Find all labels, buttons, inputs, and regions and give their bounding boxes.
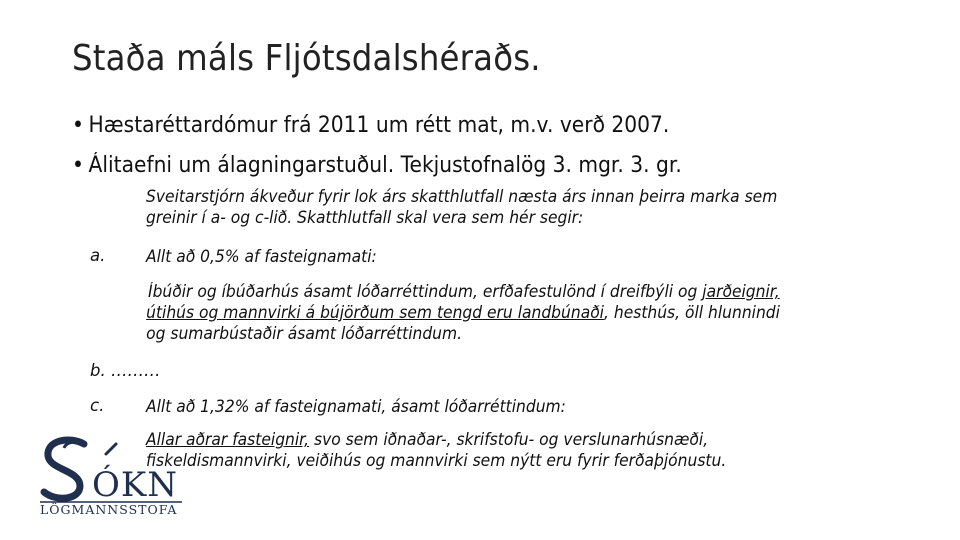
item-a-text-line — [146, 302, 780, 323]
quote-intro-line: Sveitarstjórn ákveður fyrir lok árs skatthlutfall næsta árs innan þeirra marka sem — [146, 187, 778, 206]
item-c-text-underlined: Allar aðrar fasteignir, — [146, 430, 310, 449]
slide-title: Staða máls Fljótsdalshéraðs. — [72, 38, 541, 79]
sokn-logo — [36, 430, 186, 525]
item-c-heading: Allt að 1,32% af fasteignamati, ásamt lóðarréttindum: — [146, 397, 566, 416]
logo-subtitle: LÖGMANNSSTOFA — [40, 502, 178, 517]
quote-intro-line: greinir í a- og c-lið. Skatthlutfall skal vera sem hér segir: — [146, 208, 584, 227]
bullet-item — [72, 146, 682, 186]
quote-intro — [146, 186, 777, 228]
item-c-text — [146, 429, 726, 471]
item-a-text — [148, 281, 780, 344]
item-a-text-underlined: útihús og mannvirki á bújörðum sem tengd eru landbúnaði — [146, 303, 605, 322]
item-a-text-plain: Íbúðir og íbúðarhús ásamt lóðarréttindum, erfðafestulönd í dreifbýli og — [148, 282, 703, 301]
bullet-text: Hæstaréttardómur frá 2011 um rétt mat, m.v. verð 2007. — [88, 113, 670, 138]
item-a-text-line — [148, 281, 780, 302]
bullet-text: Álitaefni um álagningarstuðul. Tekjustofnalög 3. mgr. 3. gr. — [88, 153, 682, 178]
bullet-glyph: • — [72, 113, 84, 138]
item-a-text-underlined: jarðeignir, — [702, 282, 780, 301]
item-a-marker: a. — [90, 246, 106, 265]
item-b-line: b. ……… — [90, 361, 161, 380]
bullet-item — [72, 106, 682, 146]
item-c-text-plain: svo sem iðnaðar-, skrifstofu- og verslunarhúsnæði, — [309, 430, 709, 449]
item-a-heading: Allt að 0,5% af fasteignamati: — [146, 247, 377, 266]
bullet-glyph: • — [72, 153, 84, 178]
item-c-text-line: fiskeldismannvirki, veiðihús og mannvirki sem nýtt eru fyrir ferðaþjónustu. — [146, 451, 727, 470]
item-a-text-line: og sumarbústaðir ásamt lóðarréttindum. — [146, 324, 463, 343]
item-c-marker: c. — [90, 396, 105, 415]
item-a-text-plain: , hesthús, öll hlunnindi — [604, 303, 780, 322]
bullet-list — [72, 106, 735, 186]
svg-text:ÓKN: ÓKN — [92, 465, 179, 505]
item-c-text-line — [146, 429, 726, 450]
